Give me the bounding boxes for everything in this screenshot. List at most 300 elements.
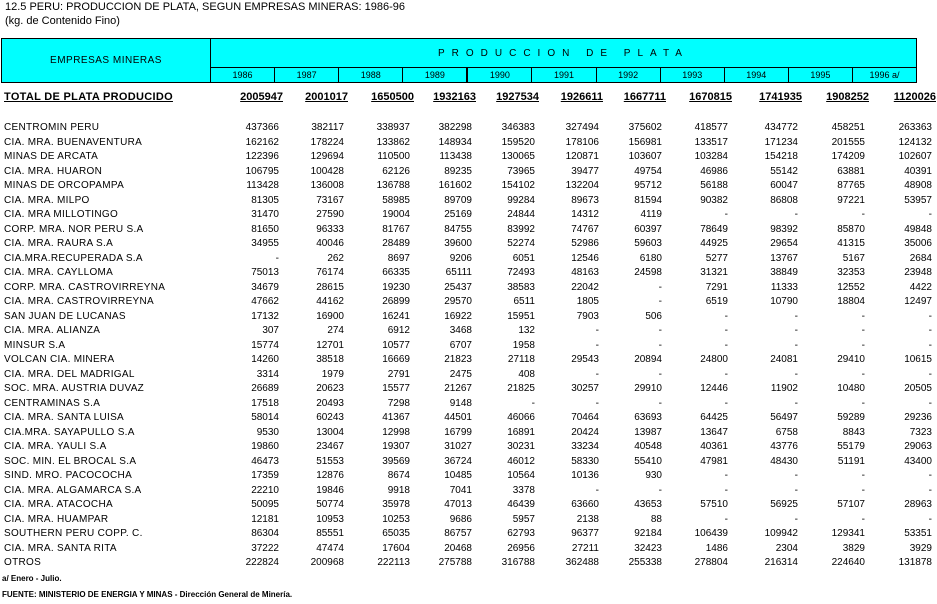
cell-value: 47981 xyxy=(700,455,728,467)
cell-value: 7291 xyxy=(705,281,728,293)
cell-value: 41315 xyxy=(837,238,865,249)
cell-value: 58985 xyxy=(382,194,410,206)
header-companies: EMPRESAS MINERAS xyxy=(1,38,211,83)
cell-value: 70464 xyxy=(571,412,599,423)
cell-value: 40391 xyxy=(904,165,932,177)
year-header: 1995 xyxy=(789,67,853,83)
cell-value: 16922 xyxy=(444,310,472,322)
cell-value: 48908 xyxy=(904,180,932,191)
company-name: CIA. MRA. ALIANZA xyxy=(4,325,101,336)
cell-value: 129341 xyxy=(831,528,865,539)
cell-value: 32353 xyxy=(837,267,865,278)
cell-value: 89673 xyxy=(571,194,599,206)
cell-value: 437366 xyxy=(245,122,279,133)
cell-value: 8843 xyxy=(842,426,865,438)
cell-value: 458251 xyxy=(831,122,865,133)
table-row xyxy=(0,310,937,325)
cell-value: - xyxy=(861,339,865,351)
cell-value: 87765 xyxy=(837,180,865,191)
cell-value: 5277 xyxy=(705,252,728,264)
cell-value: 15774 xyxy=(251,339,279,351)
cell-value: 1979 xyxy=(321,368,344,380)
cell-value: 7041 xyxy=(449,484,472,496)
cell-value: - xyxy=(275,252,279,264)
table-row xyxy=(0,136,937,151)
header-years xyxy=(211,67,917,83)
cell-value: 10615 xyxy=(904,354,932,365)
cell-value: 3829 xyxy=(842,542,865,554)
table-title: 12.5 PERU: PRODUCCION DE PLATA, SEGUN EMPRESAS MINERAS: 1986-96 xyxy=(5,1,405,13)
cell-value: 20623 xyxy=(316,383,344,394)
cell-value: 12497 xyxy=(904,296,932,307)
cell-value: - xyxy=(595,339,599,351)
year-header: 1996 a/ xyxy=(853,67,917,83)
cell-value: 222113 xyxy=(377,557,410,568)
cell-value: 154102 xyxy=(501,180,535,191)
cell-value: 201555 xyxy=(831,136,865,148)
cell-value: 178224 xyxy=(310,136,344,148)
cell-value: - xyxy=(658,484,662,496)
cell-value: 113428 xyxy=(246,180,279,191)
company-name: CIA. MRA. MILPO xyxy=(4,194,90,206)
source-note: FUENTE: MINISTERIO DE ENERGIA Y MINAS - Dirección General de Minería. xyxy=(2,590,293,599)
cell-value: 46066 xyxy=(507,412,535,423)
cell-value: 55179 xyxy=(837,441,865,452)
cell-value: 19846 xyxy=(316,484,344,496)
cell-value: 418577 xyxy=(694,122,728,133)
cell-value: 178106 xyxy=(565,136,599,148)
year-header: 1991 xyxy=(532,67,596,83)
cell-value: 21823 xyxy=(444,354,472,365)
table-row xyxy=(0,208,937,223)
cell-value: 11333 xyxy=(770,281,798,293)
cell-value: 129694 xyxy=(310,151,344,162)
cell-value: 29543 xyxy=(571,354,599,365)
cell-value: 274 xyxy=(327,325,344,336)
cell-value: 6707 xyxy=(449,339,472,351)
company-name: CIA. MRA. BUENAVENTURA xyxy=(4,136,143,148)
cell-value: 62126 xyxy=(382,165,410,177)
table-row xyxy=(0,542,937,557)
total-value: 1932163 xyxy=(433,91,476,103)
cell-value: 90382 xyxy=(700,194,728,206)
cell-value: 12876 xyxy=(316,470,344,481)
cell-value: 73965 xyxy=(507,165,535,177)
cell-value: 22210 xyxy=(251,484,279,496)
year-header: 1993 xyxy=(661,67,725,83)
cell-value: 48163 xyxy=(571,267,599,278)
cell-value: 1958 xyxy=(512,339,535,351)
cell-value: 75013 xyxy=(251,267,279,278)
cell-value: 55410 xyxy=(634,455,662,467)
cell-value: 278804 xyxy=(694,557,728,568)
cell-value: - xyxy=(724,339,728,351)
cell-value: 29236 xyxy=(904,412,932,423)
cell-value: 86808 xyxy=(770,194,798,206)
cell-value: 102607 xyxy=(898,151,932,162)
table-row xyxy=(0,295,937,310)
cell-value: 28615 xyxy=(316,281,344,293)
cell-value: 99284 xyxy=(507,194,535,206)
cell-value: - xyxy=(595,397,599,409)
cell-value: 20493 xyxy=(316,397,344,409)
cell-value: - xyxy=(794,513,798,525)
cell-value: 200968 xyxy=(310,557,344,568)
total-value: 1120026 xyxy=(893,91,936,103)
cell-value: - xyxy=(861,310,865,322)
cell-value: 9206 xyxy=(449,252,472,264)
cell-value: 81594 xyxy=(634,194,662,206)
cell-value: 15951 xyxy=(507,310,535,322)
cell-value: 43400 xyxy=(904,455,932,467)
cell-value: 60397 xyxy=(634,223,662,235)
cell-value: - xyxy=(724,484,728,496)
cell-value: 162162 xyxy=(245,136,279,148)
cell-value: 85551 xyxy=(316,528,344,539)
cell-value: 10485 xyxy=(444,470,472,481)
cell-value: 17604 xyxy=(382,542,410,554)
cell-value: 16891 xyxy=(507,426,535,438)
cell-value: 338937 xyxy=(376,122,410,133)
table-row xyxy=(0,237,937,252)
cell-value: 35978 xyxy=(382,499,410,510)
cell-value: 29654 xyxy=(770,238,798,249)
cell-value: 47662 xyxy=(251,296,279,307)
cell-value: - xyxy=(794,397,798,409)
cell-value: 35006 xyxy=(904,238,932,249)
cell-value: 10480 xyxy=(837,383,865,394)
total-row xyxy=(0,91,937,107)
cell-value: - xyxy=(861,368,865,380)
cell-value: 52986 xyxy=(571,238,599,249)
cell-value: 20894 xyxy=(634,354,662,365)
cell-value: 5167 xyxy=(842,252,865,264)
cell-value: 13647 xyxy=(700,426,728,438)
cell-value: 3468 xyxy=(449,325,472,336)
cell-value: 76174 xyxy=(316,267,344,278)
cell-value: 362488 xyxy=(565,557,599,568)
cell-value: 6912 xyxy=(387,325,410,336)
cell-value: 506 xyxy=(645,310,662,322)
cell-value: 103284 xyxy=(694,151,728,162)
total-value: 1741935 xyxy=(759,91,802,103)
year-header: 1987 xyxy=(275,67,339,83)
table-row xyxy=(0,165,937,180)
cell-value: 36724 xyxy=(444,455,472,467)
cell-value: 9530 xyxy=(256,426,279,438)
cell-value: 81650 xyxy=(251,223,279,235)
cell-value: 26956 xyxy=(507,542,535,554)
cell-value: - xyxy=(724,325,728,336)
company-name: CENTROMIN PERU xyxy=(4,122,100,133)
cell-value: 16900 xyxy=(316,310,344,322)
company-name: CIA. MRA. CAYLLOMA xyxy=(4,267,114,278)
cell-value: 275788 xyxy=(438,557,472,568)
cell-value: 9148 xyxy=(449,397,472,409)
cell-value: 382117 xyxy=(311,122,344,133)
cell-value: 24844 xyxy=(507,209,535,220)
cell-value: - xyxy=(794,470,798,481)
cell-value: 29910 xyxy=(634,383,662,394)
cell-value: 408 xyxy=(518,368,535,380)
cell-value: 56188 xyxy=(700,180,728,191)
table-row xyxy=(0,498,937,513)
company-name: SAN JUAN DE LUCANAS xyxy=(4,310,126,322)
cell-value: 26899 xyxy=(382,296,410,307)
company-name: CIA. MRA. ATACOCHA xyxy=(4,499,113,510)
cell-value: 28963 xyxy=(904,499,932,510)
cell-value: 30231 xyxy=(507,441,535,452)
cell-value: 4119 xyxy=(640,209,662,220)
cell-value: - xyxy=(658,325,662,336)
cell-value: 122396 xyxy=(245,151,279,162)
cell-value: 161602 xyxy=(438,180,472,191)
table-row xyxy=(0,353,937,368)
cell-value: 124132 xyxy=(898,136,932,148)
cell-value: 59603 xyxy=(634,238,662,249)
cell-value: 53957 xyxy=(904,194,932,206)
cell-value: - xyxy=(928,209,932,220)
cell-value: 222824 xyxy=(245,557,279,568)
cell-value: 4422 xyxy=(909,281,932,293)
cell-value: 6051 xyxy=(512,252,535,264)
cell-value: 27118 xyxy=(507,354,535,365)
cell-value: - xyxy=(928,325,932,336)
table-row xyxy=(0,368,937,383)
cell-value: 46473 xyxy=(251,455,279,467)
cell-value: - xyxy=(724,368,728,380)
table-row xyxy=(0,397,937,412)
year-header: 1994 xyxy=(725,67,789,83)
cell-value: 8674 xyxy=(387,470,410,481)
cell-value: 98392 xyxy=(770,223,798,235)
cell-value: - xyxy=(861,397,865,409)
cell-value: 57510 xyxy=(700,499,728,510)
company-name: CIA. MRA. YAULI S.A xyxy=(4,441,107,452)
cell-value: 58330 xyxy=(571,455,599,467)
cell-value: 73167 xyxy=(316,194,344,206)
cell-value: - xyxy=(794,310,798,322)
cell-value: 26689 xyxy=(251,383,279,394)
cell-value: 2684 xyxy=(909,252,932,264)
cell-value: - xyxy=(724,397,728,409)
cell-value: 83992 xyxy=(507,223,535,235)
cell-value: 16799 xyxy=(444,426,472,438)
total-label: TOTAL DE PLATA PRODUCIDO xyxy=(4,91,173,103)
cell-value: 78649 xyxy=(700,223,728,235)
cell-value: 65111 xyxy=(445,267,472,278)
cell-value: 106439 xyxy=(694,528,728,539)
cell-value: 13767 xyxy=(770,252,798,264)
cell-value: 72493 xyxy=(507,267,535,278)
cell-value: - xyxy=(658,368,662,380)
cell-value: 50774 xyxy=(316,499,344,510)
cell-value: 130065 xyxy=(501,151,535,162)
data-rows xyxy=(0,121,937,571)
cell-value: 43776 xyxy=(770,441,798,452)
cell-value: 12998 xyxy=(382,426,410,438)
cell-value: 63693 xyxy=(634,412,662,423)
cell-value: 60243 xyxy=(316,412,344,423)
cell-value: 46439 xyxy=(507,499,535,510)
cell-value: 29410 xyxy=(837,354,865,365)
cell-value: 57107 xyxy=(837,499,865,510)
cell-value: 103607 xyxy=(628,151,662,162)
cell-value: 255338 xyxy=(628,557,662,568)
cell-value: 131878 xyxy=(898,557,932,568)
year-header: 1992 xyxy=(597,67,661,83)
cell-value: 58014 xyxy=(251,412,279,423)
cell-value: - xyxy=(658,339,662,351)
cell-value: 84755 xyxy=(444,223,472,235)
cell-value: 2791 xyxy=(387,368,410,380)
cell-value: 37222 xyxy=(251,542,279,554)
cell-value: 20468 xyxy=(444,542,472,554)
cell-value: 6511 xyxy=(513,296,535,307)
cell-value: - xyxy=(928,310,932,322)
cell-value: 22042 xyxy=(571,281,599,293)
cell-value: 10953 xyxy=(316,513,344,525)
cell-value: 382298 xyxy=(438,122,472,133)
table-row xyxy=(0,194,937,209)
cell-value: - xyxy=(724,209,728,220)
cell-value: 17359 xyxy=(251,470,279,481)
total-value: 1650500 xyxy=(371,91,414,103)
cell-value: 97221 xyxy=(837,194,865,206)
cell-value: 39477 xyxy=(571,165,599,177)
company-name: MINAS DE ORCOPAMPA xyxy=(4,180,125,191)
table-row xyxy=(0,150,937,165)
cell-value: 48430 xyxy=(770,455,798,467)
table-row xyxy=(0,339,937,354)
cell-value: 50095 xyxy=(251,499,279,510)
cell-value: 6758 xyxy=(775,426,798,438)
cell-value: - xyxy=(595,484,599,496)
cell-value: - xyxy=(928,484,932,496)
cell-value: 56497 xyxy=(770,412,798,423)
cell-value: 41367 xyxy=(382,412,410,423)
cell-value: 120871 xyxy=(565,151,599,162)
cell-value: 174209 xyxy=(831,151,865,162)
cell-value: 17518 xyxy=(251,397,279,409)
cell-value: 24598 xyxy=(634,267,662,278)
cell-value: 13987 xyxy=(634,426,662,438)
cell-value: 12701 xyxy=(316,339,344,351)
cell-value: - xyxy=(658,281,662,293)
cell-value: 7298 xyxy=(387,397,410,409)
cell-value: 7323 xyxy=(909,426,932,438)
company-name: CIA. MRA MILLOTINGO xyxy=(4,209,119,220)
cell-value: 17132 xyxy=(251,310,279,322)
cell-value: - xyxy=(928,513,932,525)
cell-value: 133862 xyxy=(376,136,410,148)
table-row xyxy=(0,266,937,281)
table-row xyxy=(0,252,937,267)
cell-value: - xyxy=(861,484,865,496)
cell-value: - xyxy=(861,209,865,220)
cell-value: 159520 xyxy=(501,136,535,148)
year-header: 1988 xyxy=(339,67,403,83)
cell-value: 23948 xyxy=(904,267,932,278)
cell-value: 39569 xyxy=(382,455,410,467)
cell-value: 20505 xyxy=(904,383,932,394)
cell-value: 13004 xyxy=(316,426,344,438)
cell-value: 110500 xyxy=(377,151,410,162)
cell-value: 113438 xyxy=(439,151,472,162)
cell-value: 96377 xyxy=(571,528,599,539)
cell-value: 16241 xyxy=(382,310,410,322)
cell-value: 40548 xyxy=(634,441,662,452)
cell-value: 96333 xyxy=(316,223,344,235)
cell-value: 95712 xyxy=(634,180,662,191)
cell-value: 33234 xyxy=(571,441,599,452)
cell-value: 63881 xyxy=(837,165,865,177)
company-name: CIA. MRA. SANTA RITA xyxy=(4,542,117,554)
cell-value: - xyxy=(861,325,865,336)
cell-value: 86304 xyxy=(251,528,279,539)
company-name: CIA.MRA. SAYAPULLO S.A xyxy=(4,426,135,438)
cell-value: 21825 xyxy=(507,383,535,394)
cell-value: 52274 xyxy=(507,238,535,249)
cell-value: 38583 xyxy=(507,281,535,293)
cell-value: 12552 xyxy=(837,281,865,293)
table-row xyxy=(0,556,937,571)
cell-value: 27590 xyxy=(316,209,344,220)
cell-value: 29063 xyxy=(904,441,932,452)
cell-value: 6519 xyxy=(705,296,728,307)
company-name: CIA. MRA. SANTA LUISA xyxy=(4,412,125,423)
cell-value: 85870 xyxy=(837,223,865,235)
cell-value: 316788 xyxy=(501,557,535,568)
total-value: 1926611 xyxy=(560,91,603,103)
cell-value: 59289 xyxy=(837,412,865,423)
cell-value: 86757 xyxy=(444,528,472,539)
table-row xyxy=(0,484,937,499)
cell-value: 38518 xyxy=(316,354,344,365)
cell-value: 132204 xyxy=(565,180,599,191)
table-row xyxy=(0,469,937,484)
cell-value: 375602 xyxy=(628,122,662,133)
cell-value: 74767 xyxy=(571,223,599,235)
cell-value: 44501 xyxy=(444,412,472,423)
cell-value: 62793 xyxy=(507,528,535,539)
header-production: PRODUCCION DE PLATA xyxy=(211,38,917,68)
cell-value: - xyxy=(928,368,932,380)
cell-value: 23467 xyxy=(316,441,344,452)
cell-value: 34955 xyxy=(251,238,279,249)
cell-value: 12181 xyxy=(251,513,279,525)
cell-value: - xyxy=(531,397,535,409)
cell-value: - xyxy=(928,470,932,481)
cell-value: 930 xyxy=(645,470,662,481)
cell-value: 51191 xyxy=(837,455,865,467)
cell-value: 30257 xyxy=(571,383,599,394)
cell-value: 12446 xyxy=(700,383,728,394)
cell-value: 19307 xyxy=(382,441,410,452)
cell-value: 49848 xyxy=(904,223,932,235)
cell-value: - xyxy=(658,296,662,307)
company-name: CORP. MRA. NOR PERU S.A xyxy=(4,223,144,235)
cell-value: 60047 xyxy=(770,180,798,191)
cell-value: 27211 xyxy=(571,542,599,554)
cell-value: - xyxy=(595,325,599,336)
cell-value: 6180 xyxy=(639,252,662,264)
cell-value: 43653 xyxy=(634,499,662,510)
cell-value: 44162 xyxy=(316,296,344,307)
cell-value: 1805 xyxy=(576,296,599,307)
cell-value: 2138 xyxy=(576,513,599,525)
cell-value: 20424 xyxy=(571,426,599,438)
